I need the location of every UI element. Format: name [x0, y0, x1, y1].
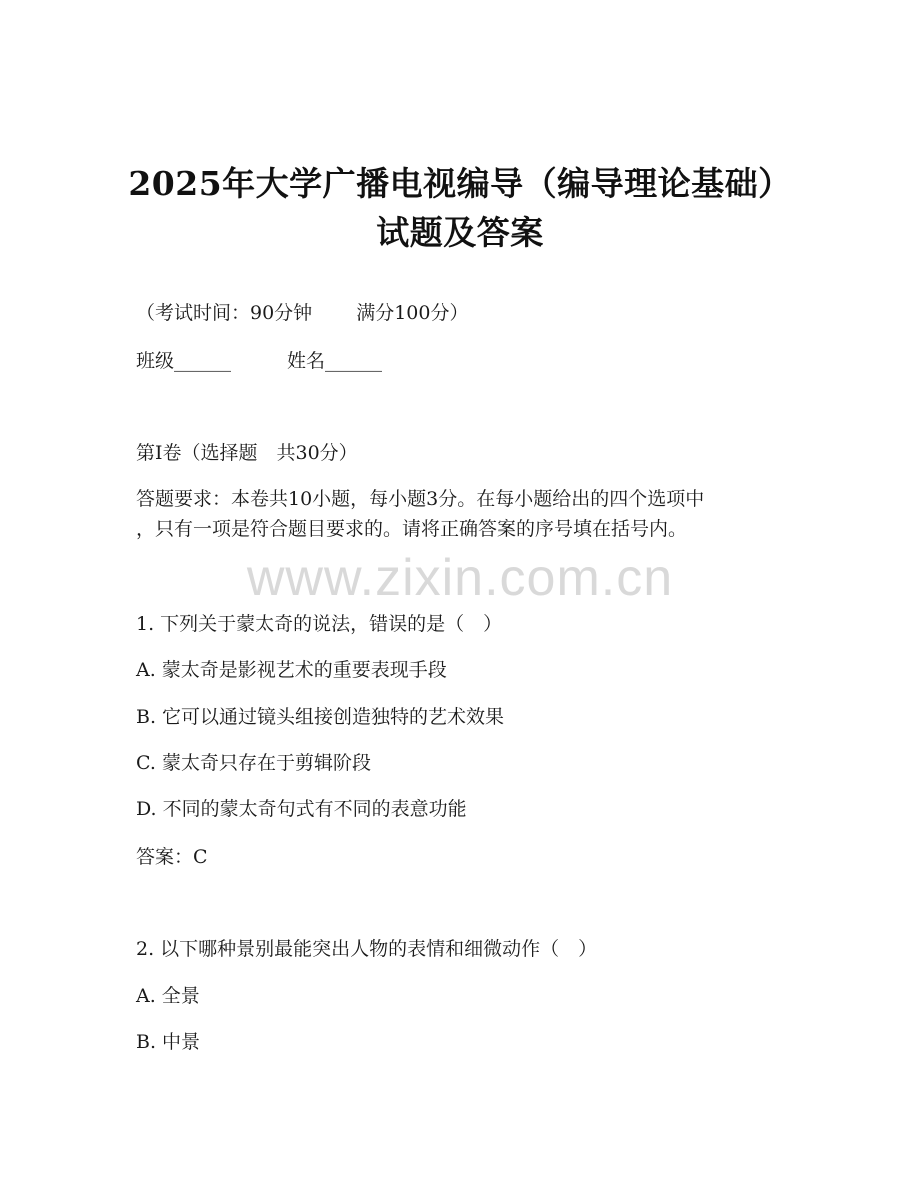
exam-time: （考试时间：90分钟 — [136, 302, 313, 324]
question-2-option-a: A. 全景 — [136, 985, 200, 1007]
exam-info — [136, 301, 468, 325]
class-field: 班级______ — [136, 350, 232, 372]
section-heading: 第I卷（选择题 共30分） — [136, 442, 358, 464]
watermark: www.zixin.com.cn — [246, 549, 674, 607]
question-1-option-c: C. 蒙太奇只存在于剪辑阶段 — [136, 752, 371, 774]
question-2-option-b: B. 中景 — [136, 1031, 201, 1053]
question-2-stem: 2. 以下哪种景别最能突出人物的表情和细微动作（ ） — [136, 938, 598, 960]
question-1-stem: 1. 下列关于蒙太奇的说法，错误的是（ ） — [136, 613, 503, 635]
question-1-option-a: A. 蒙太奇是影视艺术的重要表现手段 — [136, 659, 447, 681]
student-info — [136, 349, 382, 373]
name-field: 姓名______ — [287, 350, 383, 372]
document-title-line-1: 2025年大学广播电视编导（编导理论基础） — [128, 164, 792, 203]
exam-score: 满分100分） — [356, 302, 469, 324]
section-requirement-line-2: ，只有一项是符合题目要求的。请将正确答案的序号填在括号内。 — [136, 518, 688, 540]
question-1-option-b: B. 它可以通过镜头组接创造独特的艺术效果 — [136, 706, 505, 728]
document-title-line-2: 试题及答案 — [376, 213, 544, 252]
question-1-option-d: D. 不同的蒙太奇句式有不同的表意功能 — [136, 798, 467, 820]
section-requirement-line-1: 答题要求：本卷共10小题，每小题3分。在每小题给出的四个选项中 — [136, 488, 705, 510]
question-1-answer: 答案：C — [136, 846, 208, 868]
